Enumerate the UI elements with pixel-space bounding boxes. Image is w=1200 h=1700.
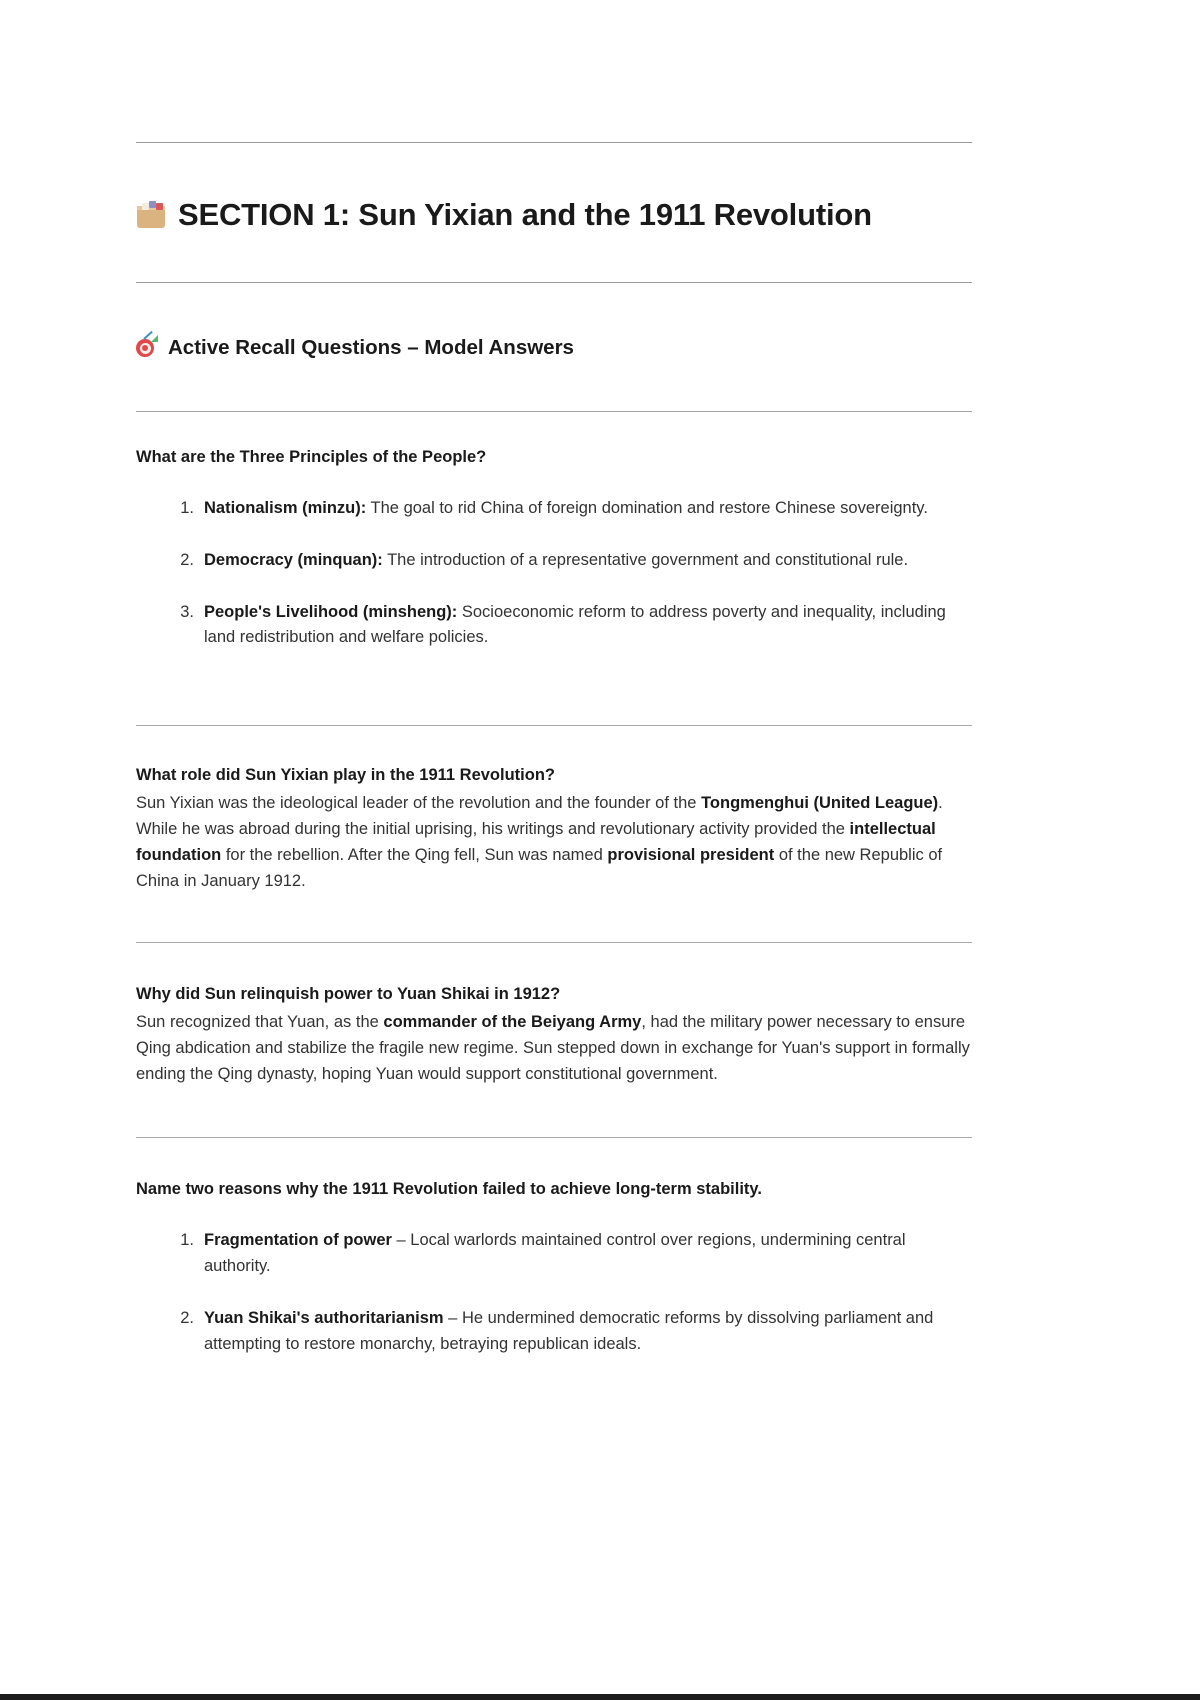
list-item-number: 2.: [180, 550, 194, 569]
list-item-lead: Yuan Shikai's authoritarianism: [204, 1308, 444, 1327]
qa-block-4: [136, 1178, 972, 1357]
card-index-dividers-icon: [136, 200, 166, 228]
question-text: What role did Sun Yixian play in the 1911 Revolution?: [136, 766, 555, 785]
list-item-number: 1.: [180, 1231, 194, 1250]
question-text: What are the Three Principles of the People?: [136, 448, 487, 467]
run: Sun recognized that Yuan, as the: [136, 1013, 384, 1032]
answer-list: [136, 1228, 972, 1357]
list-item-number: 1.: [180, 499, 194, 518]
bullseye-dart-icon: [136, 337, 158, 359]
run-bold: intellectual foundation: [136, 820, 936, 865]
question-text: Name two reasons why the 1911 Revolution failed to achieve long-term stability.: [136, 1180, 762, 1199]
list-item-lead: Democracy (minquan):: [204, 550, 383, 569]
list-item-body: The goal to rid China of foreign domination and restore Chinese sovereignty.: [366, 499, 928, 518]
subsection-title-text: Active Recall Questions – Model Answers: [168, 335, 574, 359]
run-bold: Tongmenghui (United League): [701, 794, 939, 813]
list-item-body: – Local warlords maintained control over regions, undermining central authority.: [204, 1231, 906, 1276]
run: Sun Yixian was the ideological leader of the revolution and the founder of the: [136, 794, 702, 813]
answer-list: [136, 496, 972, 651]
list-item-body: – He undermined democratic reforms by dissolving parliament and attempting to restore monarchy, betraying republican ideals.: [204, 1308, 934, 1353]
answer-paragraph: [136, 1009, 972, 1087]
list-item: [136, 496, 972, 522]
qa-block-1: [136, 446, 972, 651]
qa-block-2: [136, 764, 972, 894]
list-item: [136, 1228, 972, 1279]
list-item-lead: People's Livelihood (minsheng):: [204, 602, 458, 621]
list-item: [136, 548, 972, 574]
subsection-title: [136, 336, 972, 361]
qa-block-3: [136, 983, 972, 1087]
list-item-number: 3.: [180, 602, 194, 621]
run: for the rebellion. After the Qing fell, Sun was named: [221, 846, 608, 865]
run: , had the military power necessary to ensure Qing abdication and stabilize the fragile new regime. Sun stepped down in exchange for Yuan's support in formally ending the Qing dynasty, hoping Yuan would support constitutional government.: [136, 1013, 970, 1084]
list-item-number: 2.: [180, 1308, 194, 1327]
question-text: Why did Sun relinquish power to Yuan Shikai in 1912?: [136, 985, 561, 1004]
page-bottom-edge: [0, 1694, 1200, 1700]
list-item: [136, 600, 972, 651]
document-content: [136, 0, 972, 1357]
run-bold: provisional president: [607, 846, 775, 865]
list-item-lead: Nationalism (minzu):: [204, 499, 367, 518]
run: of the new Republic of China in January 1912.: [136, 846, 943, 891]
list-item-body: The introduction of a representative government and constitutional rule.: [382, 550, 909, 569]
answer-paragraph: [136, 790, 972, 894]
run: . While he was abroad during the initial uprising, his writings and revolutionary activity provided the: [136, 794, 943, 839]
page-title: [136, 196, 972, 233]
page-title-text: SECTION 1: Sun Yixian and the 1911 Revolution: [178, 196, 872, 232]
list-item: [136, 1306, 972, 1357]
run-bold: commander of the Beiyang Army: [383, 1013, 642, 1032]
list-item-lead: Fragmentation of power: [204, 1231, 392, 1250]
list-item-body: Socioeconomic reform to address poverty and inequality, including land redistribution and welfare policies.: [204, 602, 946, 647]
